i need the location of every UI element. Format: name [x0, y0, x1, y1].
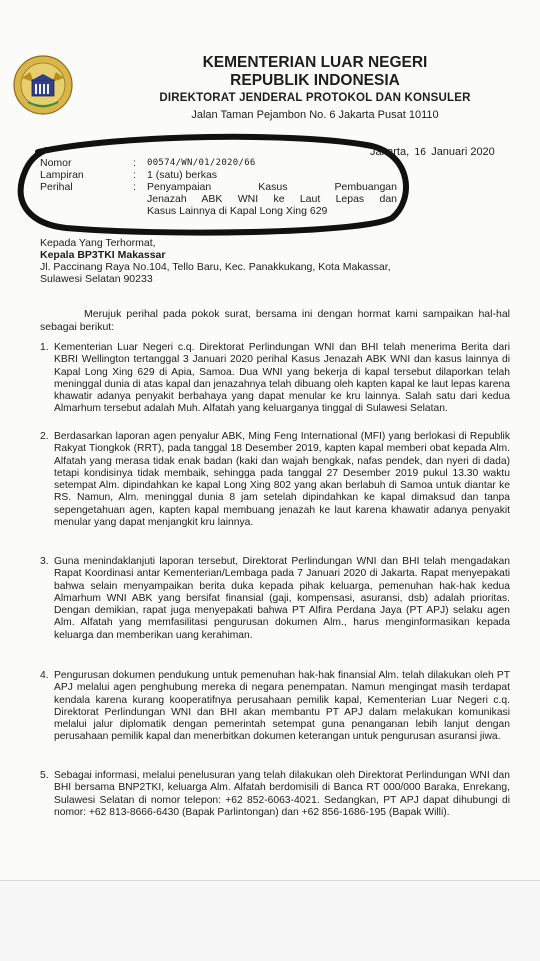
recipient-address-line: Jl. Paccinang Raya No.104, Tello Baru, Kec. Panakkukang, Kota Makassar,	[40, 261, 391, 273]
item-text: Kementerian Luar Negeri c.q. Direktorat Perlindungan WNI dan BHI telah menerima Berita dari KBRI Wellington tertanggal 3 Januari 2020 perihal Kasus Jenazah ABK WNI dan kasus lainnya di Kapal Long Xing 629 di Apia, Samoa. Dua WNI yang bekerja di kapal tersebut dilaporkan telah meninggal dunia di atas kapal dan jenazahnya telah dibuang oleh kapten kapal ke laut lepas karena khawatir adanya penyakit berbahaya yang dapat menular ke kru lainnya. Salah satu dari kedua Almarhum tersebut adalah Muh. Alfatah yang keluarganya tinggal di Sulawesi Selatan.	[54, 342, 510, 415]
recipient-name: Kepala BP3TKI Makassar	[40, 249, 166, 261]
perihal-line: Jenazah ABK WNI ke Laut Lepas dan	[147, 193, 397, 205]
lampiran-value: 1 (satu) berkas	[147, 169, 218, 181]
perihal-label: Perihal	[40, 181, 73, 193]
country-name: REPUBLIK INDONESIA	[230, 72, 400, 89]
item-text: Sebagai informasi, melalui penelusuran yang telah dilakukan oleh Direktorat Perlindungan WNI dan BHI bersama BNP2TKI, keluarga Alm. Alfatah berdomisili di Banca RT 000/000 Baraka, Enrekang, Sulawesi Selatan di nomor telepon: +62 852-6063-4021. Sedangkan, PT APJ dapat dihubungi di nomor: +62 813-8666-6430 (Bapak Parlintongan) dan +62 856-1686-195 (Bapak Willi).	[54, 770, 510, 818]
ministry-address: Jalan Taman Pejambon No. 6 Jakarta Pusat 10110	[191, 109, 439, 121]
colon: :	[133, 169, 136, 181]
item-number: 5.	[40, 770, 49, 781]
garuda-emblem-icon	[12, 54, 74, 116]
blank-area	[0, 880, 540, 961]
item-number: 1.	[40, 342, 49, 353]
date-month-year: Januari 2020	[431, 146, 495, 158]
colon: :	[133, 181, 136, 193]
perihal-line: Penyampaian Kasus Pembuangan	[147, 181, 397, 193]
recipient-salutation: Kepada Yang Terhormat,	[40, 237, 156, 249]
list-item	[40, 431, 510, 529]
recipient-block	[40, 237, 510, 285]
list-item	[40, 670, 510, 744]
nomor-value: 00574/WN/01/2020/66	[147, 158, 256, 168]
list-item	[40, 342, 510, 416]
colon: :	[133, 157, 136, 169]
intro-paragraph: Merujuk perihal pada pokok surat, bersama ini dengan hormat kami sampaikan hal-hal sebagai berikut:	[40, 308, 510, 333]
perihal-value	[147, 181, 397, 217]
ministry-name: KEMENTERIAN LUAR NEGERI	[202, 54, 428, 71]
perihal-line: Kasus Lainnya di Kapal Long Xing 629	[147, 205, 328, 217]
lampiran-label: Lampiran	[40, 169, 84, 181]
list-item	[40, 770, 510, 819]
item-number: 3.	[40, 556, 49, 567]
date-day: 16	[414, 147, 427, 158]
item-text: Guna menindaklanjuti laporan tersebut, Direktorat Perlindungan WNI dan BHI telah mengadakan Rapat Koordinasi antar Kementerian/Lembaga pada 7 Januari 2020 di Jakarta. Rapat menyepakati bahwa selain menyampaikan berita duka kepada pihak keluarga, pemenuhan hak-hak kedua Almarhum WNI ABK yang bersifat finansial (gaji, kompensasi, asuransi, dsb) adalah prioritas. Dengan demikian, rapat juga menyepakati bahwa PT Alfira Perdana Jaya (PT APJ) selaku agen Alm. Alfatah yang memfasilitasi pengurusan dokumen Alm., harus menginformasikan kepada keluarga dan memberikan uang kerahiman.	[54, 556, 510, 641]
nomor-label: Nomor	[40, 157, 72, 169]
item-number: 4.	[40, 670, 49, 681]
item-text: Pengurusan dokumen pendukung untuk pemenuhan hak-hak finansial Alm. telah dilakukan oleh PT APJ melalui agen penghubung mereka di negara penempatan. Namun mengingat masih terdapat kendala karena kurang kooperatifnya perusahaan pemilik kapal, Kementerian Luar Negeri c.q. Direktorat Perlindungan WNI dan BHI akan membantu PT APJ dalam melakukan komunikasi melalui jalur diplomatik dengan pemerintah setempat guna penanganan lebih lanjut dengan perusahaan pemilik kapal dan menerbitkan dokumen keterangan untuk pengurusan asuransi jiwa.	[54, 670, 510, 743]
item-text: Berdasarkan laporan agen penyalur ABK, Ming Feng International (MFI) yang berlokasi di Republik Rakyat Tiongkok (RRT), pada tanggal 18 Desember 2019, kapten kapal memberi obat kepada Alm. Alfatah yang merasa tidak enak badan (kaki dan wajah bengkak, nafas pendek, dan nyeri di dada) tetapi kondisinya tidak membaik, sehingga pada tanggal 27 Desember 2019 pukul 13.30 waktu setempat Alm. dipindahkan ke kapal Long Xing 802 yang akan berlabuh di Samoa untuk diantar ke RS. Namun, Alm. meninggal dunia 8 jam setelah dipindahkan ke kapal dimaksud dan tanpa sepengetahuan agen, kapten kapal membuang jenazah ke laut karena khawatir adanya penyakit menular yang dapat menjangkit kru lainnya.	[54, 431, 510, 529]
date-city: Jakarta,	[370, 146, 410, 158]
item-number: 2.	[40, 431, 49, 442]
directorate-name: DIREKTORAT JENDERAL PROTOKOL DAN KONSULER	[159, 92, 471, 104]
list-item	[40, 556, 510, 642]
recipient-address-line: Sulawesi Selatan 90233	[40, 273, 153, 285]
